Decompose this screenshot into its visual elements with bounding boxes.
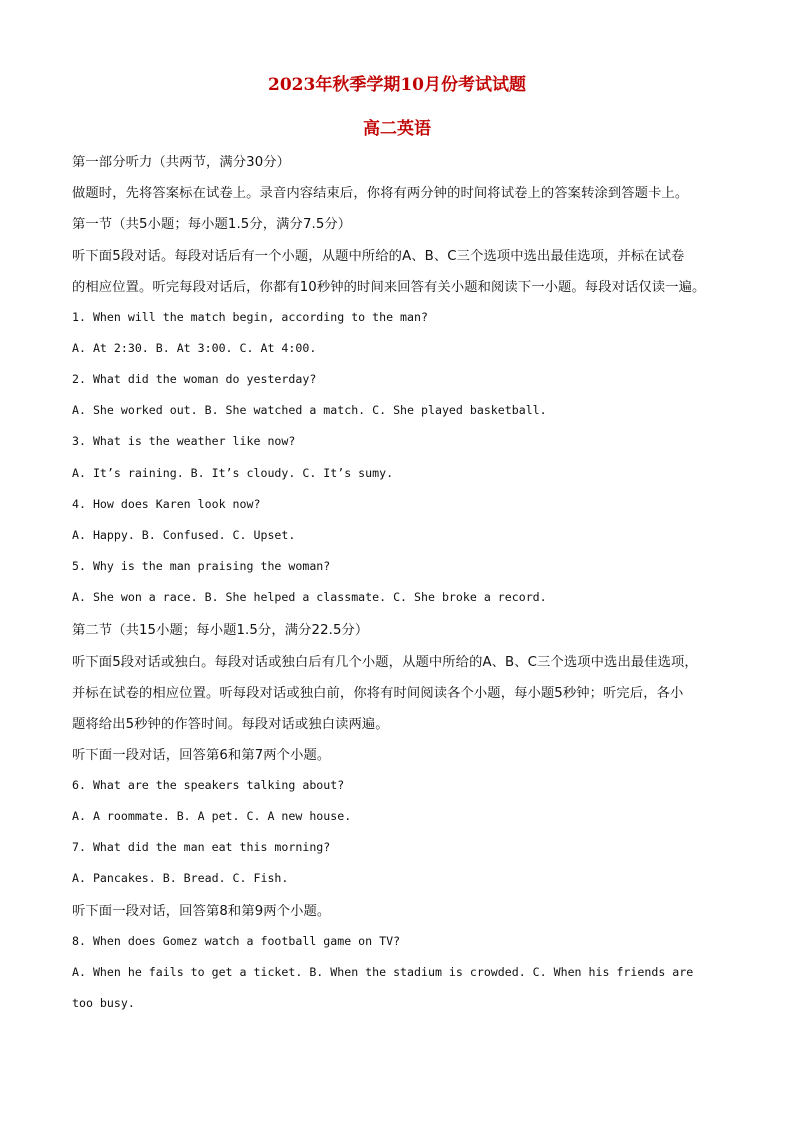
exam-subject: 高二英语	[363, 119, 431, 139]
question-1: 1. When will the match begin, according to the man?	[72, 310, 428, 324]
options-3: A. It’s raining. B. It’s cloudy. C. It’s sumy.	[72, 466, 394, 480]
dialogue-intro: 听下面一段对话，回答第8和第9两个小题。	[72, 904, 331, 919]
part-one-heading: 第一部分听力（共两节，满分30分）	[72, 155, 291, 170]
section-two-instruction: 题将给出5秒钟的作答时间。每段对话或独白读两遍。	[72, 717, 389, 732]
section-one-heading: 第一节（共5小题；每小题1.5分，满分7.5分）	[72, 217, 352, 232]
section-two-heading: 第二节（共15小题；每小题1.5分，满分22.5分）	[72, 623, 369, 638]
options-2: A. She worked out. B. She watched a match. C. She played basketball.	[72, 403, 547, 417]
options-6: A. A roommate. B. A pet. C. A new house.	[72, 809, 352, 823]
options-4: A. Happy. B. Confused. C. Upset.	[72, 528, 296, 542]
section-two-instruction: 听下面5段对话或独白。每段对话或独白后有几个小题，从题中所给的A、B、C三个选项中选出最佳选项，	[72, 655, 698, 670]
question-8: 8. When does Gomez watch a football game on TV?	[72, 934, 401, 948]
question-2: 2. What did the woman do yesterday?	[72, 372, 317, 386]
dialogue-intro: 听下面一段对话，回答第6和第7两个小题。	[72, 748, 331, 763]
options-8: A. When he fails to get a ticket. B. When the stadium is crowded. C. When his friends are	[72, 965, 694, 979]
question-6: 6. What are the speakers talking about?	[72, 778, 345, 792]
question-5: 5. Why is the man praising the woman?	[72, 559, 331, 573]
section-one-instruction: 的相应位置。听完每段对话后，你都有10秒钟的时间来回答有关小题和阅读下一小题。每段对话仅读一遍。	[72, 280, 706, 295]
options-7: A. Pancakes. B. Bread. C. Fish.	[72, 871, 289, 885]
question-3: 3. What is the weather like now?	[72, 434, 296, 448]
section-two-instruction: 并标在试卷的相应位置。听每段对话或独白前，你将有时间阅读各个小题，每小题5秒钟；听完后，各小	[72, 686, 684, 701]
instruction-line: 做题时，先将答案标在试卷上。录音内容结束后，你将有两分钟的时间将试卷上的答案转涂到答题卡上。	[72, 186, 689, 201]
options-1: A. At 2:30. B. At 3:00. C. At 4:00.	[72, 341, 317, 355]
options-5: A. She won a race. B. She helped a classmate. C. She broke a record.	[72, 590, 547, 604]
question-4: 4. How does Karen look now?	[72, 497, 261, 511]
exam-title: 2023年秋季学期10月份考试试题	[268, 75, 526, 95]
question-7: 7. What did the man eat this morning?	[72, 840, 331, 854]
section-one-instruction: 听下面5段对话。每段对话后有一个小题，从题中所给的A、B、C三个选项中选出最佳选项，并标在试卷	[72, 249, 685, 264]
options-8-continued: too busy.	[72, 996, 135, 1010]
